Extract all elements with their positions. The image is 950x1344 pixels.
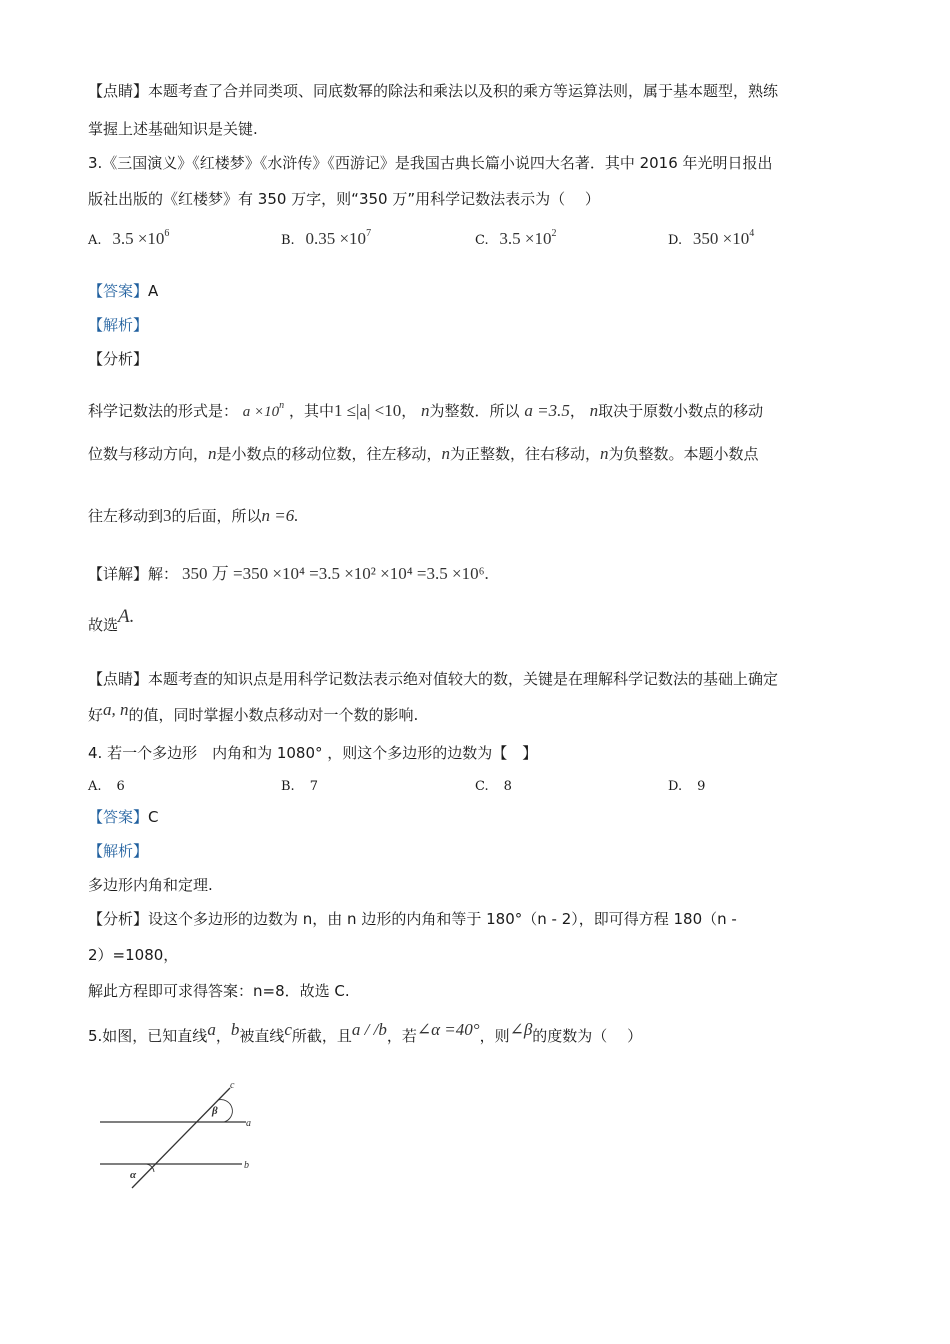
answer-tag: 【答案】 bbox=[88, 282, 149, 300]
q4-option-c: C. 8 bbox=[475, 779, 512, 794]
q3-detail: 【详解】解： 350 万 =350 ×10⁴ =3.5 ×10² ×10⁴ =3.5 ×10⁶. bbox=[88, 564, 489, 583]
q4-answer: 【答案】C bbox=[88, 808, 159, 826]
angle-beta-arc bbox=[218, 1100, 232, 1122]
question-3-stem-line1: 3.《三国演义》《红楼梦》《水浒传》《西游记》是我国古典长篇小说四大名著．其中 2016 年光明日报出 bbox=[88, 154, 773, 172]
q3-option-b: B. $0.35 \times 10^7$ bbox=[281, 228, 372, 248]
q4-fenxi-line3: 解此方程即可求得答案：n=8．故选 C. bbox=[88, 982, 350, 1000]
label-a: a bbox=[246, 1118, 251, 1129]
q4-option-d: D. 9 bbox=[668, 779, 706, 794]
q4-jiexi-tag: 【解析】 bbox=[88, 842, 149, 860]
q4-option-b: B. 7 bbox=[281, 779, 318, 794]
q3-option-c: C. $3.5 \times 10^2$ bbox=[475, 228, 557, 248]
parallel-lines-figure bbox=[96, 1078, 266, 1190]
review-text: 本题考查了合并同类项、同底数幂的除法和乘法以及积的乘方等运算法则，属于基本题型，熟练 bbox=[148, 82, 779, 100]
q4-jiexi-text: 多边形内角和定理. bbox=[88, 876, 213, 894]
q3-analysis-line1: 科学记数法的形式是： $a \times 10^n$ ，其中1 ≤|a| <10， n为整数．所以 a =3.5， n取决于原数小数点的移动 bbox=[88, 400, 764, 420]
q3-answer bbox=[88, 280, 158, 302]
line-c bbox=[132, 1088, 230, 1188]
question-3-stem-line2: 版社出版的《红楼梦》有 350 万字，则“350 万”用科学记数法表示为（ ） bbox=[88, 190, 600, 208]
detail-tag: 【详解】 bbox=[88, 565, 149, 583]
question-4-stem: 4. 若一个多边形 内角和为 1080° ，则这个多边形的边数为【 】 bbox=[88, 744, 538, 762]
review-tag: 【点睛】 bbox=[88, 82, 149, 100]
q3-point-line2: 好a, n的值，同时掌握小数点移动对一个数的影响. bbox=[88, 700, 419, 724]
q4-fenxi-line1: 【分析】设这个多边形的边数为 n，由 n 边形的内角和等于 180°（n - 2），即可得方程 180（n - bbox=[88, 910, 737, 928]
q3-choose: 故选A. bbox=[88, 606, 135, 634]
q3-point-line1: 【点睛】本题考查的知识点是用科学记数法表示绝对值较大的数，关键是在理解科学记数法的基础上确定 bbox=[88, 670, 779, 688]
q3-jiexi-tag: 【解析】 bbox=[88, 316, 149, 334]
label-b: b bbox=[244, 1160, 249, 1171]
q4-option-a: A. 6 bbox=[88, 779, 125, 794]
q3-fenxi-tag: 【分析】 bbox=[88, 350, 149, 368]
q3-analysis-line2: 位数与移动方向，n是小数点的移动位数，往左移动，n为正整数，往右移动，n为负整数。本题小数点 bbox=[88, 444, 759, 463]
answer-value: A bbox=[148, 282, 159, 300]
label-beta: β bbox=[212, 1105, 218, 1117]
detail-equation: 350 万 =350 ×10⁴ =3.5 ×10² ×10⁴ =3.5 ×10⁶. bbox=[182, 564, 489, 583]
q3-option-a: A. $3.5 \times 10^6$ bbox=[88, 228, 170, 248]
q3-analysis-line3: 往左移动到3的后面，所以n =6. bbox=[88, 506, 299, 525]
question-5-stem: 5.如图，已知直线a，b被直线c所截，且a / /b，若∠α =40°，则∠β的度数为（ ） bbox=[88, 1020, 643, 1045]
review-paragraph-1-cont: 掌握上述基础知识是关键. bbox=[88, 120, 258, 138]
review-paragraph-1 bbox=[88, 80, 778, 102]
q4-fenxi-line2: 2）=1080， bbox=[88, 946, 179, 964]
label-c: c bbox=[230, 1080, 235, 1091]
q3-option-d: D. $350 \times 10^4$ bbox=[668, 228, 755, 248]
label-alpha: α bbox=[130, 1169, 137, 1181]
